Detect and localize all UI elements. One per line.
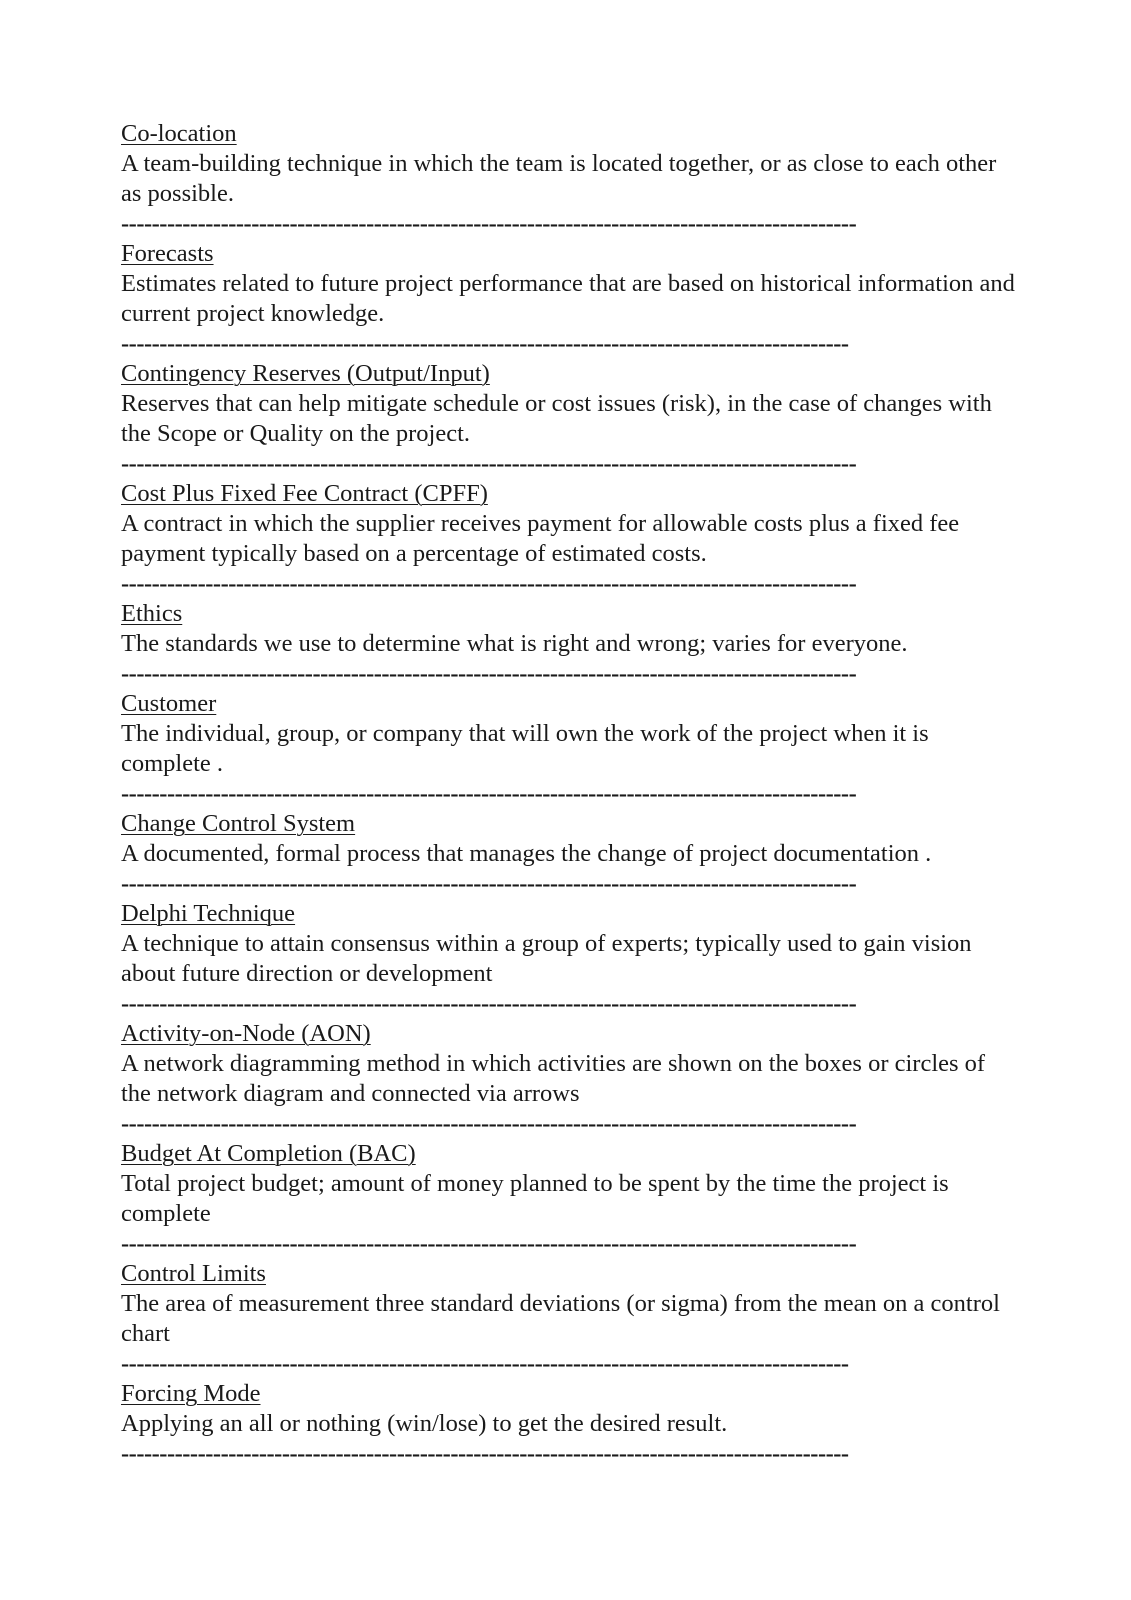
glossary-entry-control-limits <box>121 1259 1021 1379</box>
term-title: Customer <box>121 690 217 717</box>
dashed-separator: ------------------------------------------------------------------------------------------------ <box>121 990 857 1017</box>
dashed-separator: ----------------------------------------------------------------------------------------------- <box>121 1350 849 1377</box>
glossary-entry-bac <box>121 1139 1021 1259</box>
term-definition: The area of measurement three standard deviations (or sigma) from the mean on a control chart <box>121 1290 1000 1347</box>
term-title: Ethics <box>121 600 183 627</box>
term-title: Delphi Technique <box>121 900 296 927</box>
term-definition: The individual, group, or company that will own the work of the project when it is complete . <box>121 720 929 777</box>
term-definition: Estimates related to future project performance that are based on historical information and current project knowledge. <box>121 270 1015 327</box>
term-definition: A network diagramming method in which activities are shown on the boxes or circles of the network diagram and connected via arrows <box>121 1050 986 1107</box>
term-definition: A technique to attain consensus within a group of experts; typically used to gain vision about future direction or development <box>121 930 972 987</box>
dashed-separator: ------------------------------------------------------------------------------------------------ <box>121 570 857 597</box>
dashed-separator: ------------------------------------------------------------------------------------------------ <box>121 1230 857 1257</box>
term-definition: A contract in which the supplier receives payment for allowable costs plus a fixed fee payment typically based on a percentage of estimated costs. <box>121 510 960 567</box>
term-definition: Total project budget; amount of money planned to be spent by the time the project is complete <box>121 1170 949 1227</box>
glossary-entry-forcing-mode <box>121 1379 1021 1469</box>
glossary-entry-delphi-technique <box>121 899 1021 1019</box>
glossary-entry-contingency-reserves <box>121 359 1021 479</box>
term-title: Control Limits <box>121 1260 266 1287</box>
glossary-entry-aon <box>121 1019 1021 1139</box>
term-definition: The standards we use to determine what is right and wrong; varies for everyone. <box>121 630 908 657</box>
glossary-entry-customer <box>121 689 1021 809</box>
dashed-separator: ------------------------------------------------------------------------------------------------ <box>121 780 857 807</box>
glossary-entry-co-location <box>121 119 1021 239</box>
term-definition: A documented, formal process that manages the change of project documentation . <box>121 840 932 867</box>
dashed-separator: ------------------------------------------------------------------------------------------------ <box>121 870 857 897</box>
dashed-separator: ----------------------------------------------------------------------------------------------- <box>121 1440 849 1467</box>
term-title: Activity-on-Node (AON) <box>121 1020 371 1047</box>
term-title: Contingency Reserves (Output/Input) <box>121 360 490 387</box>
term-definition: Applying an all or nothing (win/lose) to get the desired result. <box>121 1410 728 1437</box>
term-title: Forcing Mode <box>121 1380 261 1407</box>
term-definition: A team-building technique in which the team is located together, or as close to each other as possible. <box>121 150 997 207</box>
term-title: Budget At Completion (BAC) <box>121 1140 416 1167</box>
dashed-separator: ----------------------------------------------------------------------------------------------- <box>121 330 849 357</box>
glossary-entry-cpff <box>121 479 1021 599</box>
glossary-entry-ethics <box>121 599 1021 689</box>
term-title: Cost Plus Fixed Fee Contract (CPFF) <box>121 480 488 507</box>
dashed-separator: ------------------------------------------------------------------------------------------------ <box>121 450 857 477</box>
dashed-separator: ------------------------------------------------------------------------------------------------ <box>121 1110 857 1137</box>
term-definition: Reserves that can help mitigate schedule or cost issues (risk), in the case of changes with the Scope or Quality on the project. <box>121 390 992 447</box>
dashed-separator: ------------------------------------------------------------------------------------------------ <box>121 660 857 687</box>
term-title: Change Control System <box>121 810 356 837</box>
dashed-separator: ------------------------------------------------------------------------------------------------ <box>121 210 857 237</box>
glossary-entry-change-control-system <box>121 809 1021 899</box>
term-title: Co-location <box>121 120 237 147</box>
term-title: Forecasts <box>121 240 214 267</box>
glossary-entry-forecasts <box>121 239 1021 359</box>
glossary-page <box>121 119 1021 1469</box>
